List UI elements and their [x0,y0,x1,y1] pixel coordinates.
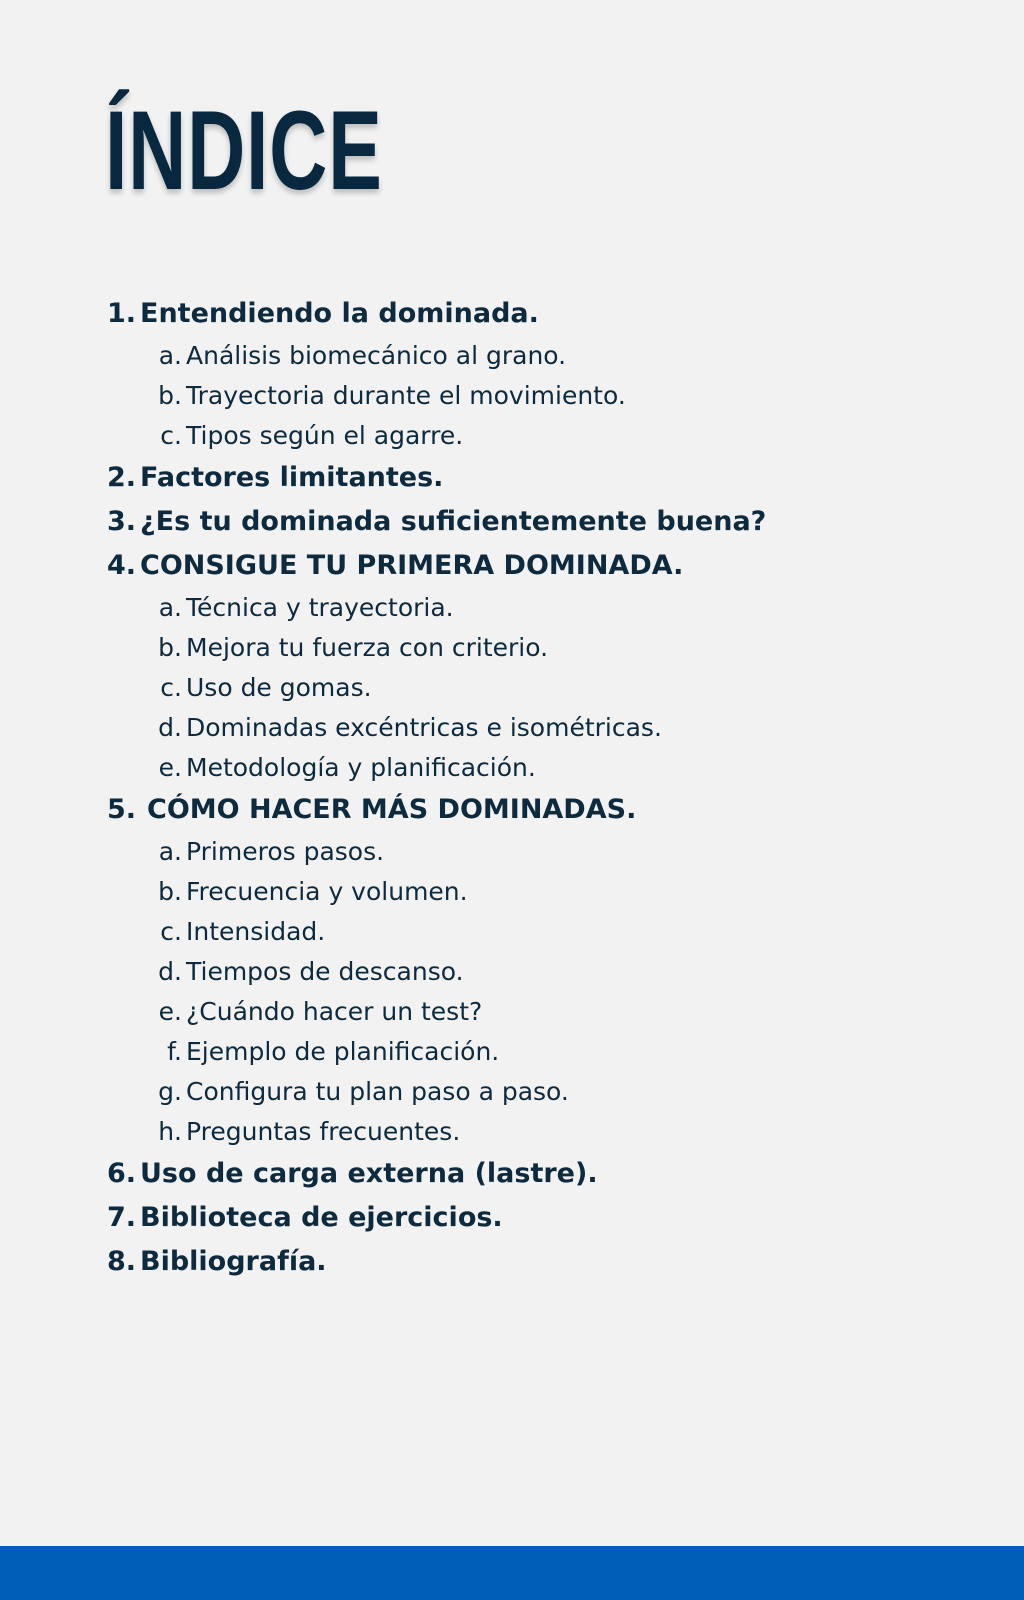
toc-item-6 [0,1152,1024,1196]
toc-label: Primeros pasos. [186,837,385,866]
toc-item-1 [0,292,1024,336]
toc-subitem-1c [0,416,1024,456]
toc-number: 1. [106,298,136,329]
toc-label: Tiempos de descanso. [186,957,464,986]
toc-number: f. [167,1037,182,1066]
toc-number: 7. [106,1202,136,1233]
toc-number: 3. [106,506,136,537]
toc-number: 6. [106,1158,136,1189]
toc-label: Tipos según el agarre. [186,421,464,450]
toc-label: Preguntas frecuentes. [186,1117,461,1146]
page-title: ÍNDICE [105,88,383,213]
toc-subitem-5e [0,992,1024,1032]
toc-label: ¿Es tu dominada suficientemente buena? [140,506,767,537]
toc-number: c. [160,421,182,450]
toc-subitem-5a [0,832,1024,872]
toc-label: Uso de gomas. [186,673,372,702]
toc-label: Dominadas excéntricas e isométricas. [186,713,662,742]
toc-number: c. [160,917,182,946]
toc-label: CONSIGUE TU PRIMERA DOMINADA. [140,550,684,581]
toc-subitem-5c [0,912,1024,952]
toc-item-2 [0,456,1024,500]
toc-number: d. [158,713,182,742]
toc-number: e. [158,997,182,1026]
toc-subitem-5d [0,952,1024,992]
toc-label: Uso de carga externa (lastre). [140,1158,598,1189]
toc-number: 5. [106,794,136,825]
toc-subitem-4b [0,628,1024,668]
toc-label: CÓMO HACER MÁS DOMINADAS. [147,794,637,825]
toc-item-5 [0,788,1024,832]
toc-label: Trayectoria durante el movimiento. [186,381,626,410]
toc-label: Metodología y planificación. [186,753,536,782]
toc-subitem-4d [0,708,1024,748]
toc-subitem-4a [0,588,1024,628]
toc-item-7 [0,1196,1024,1240]
toc-subitem-5h [0,1112,1024,1152]
toc-label: Bibliografía. [140,1246,327,1277]
toc-number: h. [158,1117,182,1146]
toc-item-8 [0,1240,1024,1284]
toc-subitem-1b [0,376,1024,416]
toc-label: Entendiendo la dominada. [140,298,539,329]
toc-label: Técnica y trayectoria. [186,593,454,622]
toc-subitem-5f [0,1032,1024,1072]
toc-number: a. [158,341,182,370]
toc-number: a. [158,837,182,866]
toc-subitem-5b [0,872,1024,912]
toc-label: Frecuencia y volumen. [186,877,468,906]
toc-number: b. [158,381,182,410]
toc-label: Intensidad. [186,917,326,946]
toc-number: b. [158,633,182,662]
toc-label: Configura tu plan paso a paso. [186,1077,569,1106]
toc-subitem-5g [0,1072,1024,1112]
toc-number: 2. [106,462,136,493]
table-of-contents [0,292,1024,1284]
toc-item-3 [0,500,1024,544]
toc-number: 8. [106,1246,136,1277]
toc-label: Biblioteca de ejercicios. [140,1202,503,1233]
toc-subitem-1a [0,336,1024,376]
toc-subitem-4e [0,748,1024,788]
toc-number: d. [158,957,182,986]
toc-number: b. [158,877,182,906]
toc-number: a. [158,593,182,622]
toc-number: c. [160,673,182,702]
toc-number: e. [158,753,182,782]
toc-label: Mejora tu fuerza con criterio. [186,633,549,662]
toc-label: Factores limitantes. [140,462,444,493]
toc-number: g. [158,1077,182,1106]
toc-label: Ejemplo de planificación. [186,1037,500,1066]
toc-item-4 [0,544,1024,588]
toc-subitem-4c [0,668,1024,708]
toc-label: ¿Cuándo hacer un test? [186,997,483,1026]
toc-label: Análisis biomecánico al grano. [186,341,567,370]
toc-number: 4. [106,550,136,581]
footer-bar [0,1546,1024,1600]
